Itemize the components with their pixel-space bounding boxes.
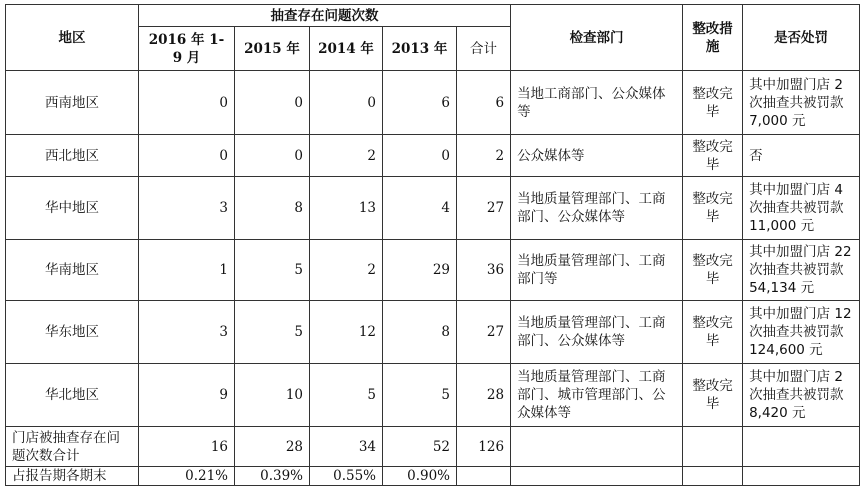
count-2013: 29 — [383, 240, 457, 301]
department-cell: 当地质量管理部门、工商部门、公众媒体等 — [511, 177, 683, 240]
rectification-cell: 整改完毕 — [683, 301, 743, 364]
count-2014: 2 — [310, 240, 383, 301]
header-region: 地区 — [6, 5, 139, 71]
summary-2014: 34 — [310, 427, 383, 467]
header-inspection-group: 抽查存在问题次数 — [139, 5, 511, 27]
header-2014: 2014 年 — [310, 27, 383, 71]
header-2016: 2016 年 1-9 月 — [139, 27, 235, 71]
department-cell: 公众媒体等 — [511, 135, 683, 177]
penalty-cell: 其中加盟门店 22 次抽查共被罚款 54,134 元 — [743, 240, 860, 301]
count-total: 27 — [457, 301, 511, 364]
rectification-cell: 整改完毕 — [683, 364, 743, 427]
department-cell: 当地质量管理部门、工商部门、公众媒体等 — [511, 301, 683, 364]
ratio-2015: 0.39% — [235, 467, 310, 486]
summary-penalty-empty — [743, 427, 860, 467]
summary-2015: 28 — [235, 427, 310, 467]
count-2015: 5 — [235, 301, 310, 364]
summary-department-empty — [511, 427, 683, 467]
count-2013: 4 — [383, 177, 457, 240]
department-cell: 当地质量管理部门、工商部门等 — [511, 240, 683, 301]
count-total: 6 — [457, 71, 511, 135]
table-row — [6, 71, 860, 135]
count-2014: 13 — [310, 177, 383, 240]
penalty-cell: 其中加盟门店 2 次抽查共被罚款 8,420 元 — [743, 364, 860, 427]
count-total: 28 — [457, 364, 511, 427]
penalty-cell: 否 — [743, 135, 860, 177]
rectification-cell: 整改完毕 — [683, 240, 743, 301]
table-row — [6, 177, 860, 240]
summary-2013: 52 — [383, 427, 457, 467]
count-2016: 0 — [139, 71, 235, 135]
count-2015: 5 — [235, 240, 310, 301]
count-2016: 3 — [139, 301, 235, 364]
table-row — [6, 240, 860, 301]
region-cell: 华东地区 — [6, 301, 139, 364]
summary-label: 门店被抽查存在问题次数合计 — [6, 427, 139, 467]
count-2013: 0 — [383, 135, 457, 177]
ratio-row — [6, 467, 860, 486]
inspection-table — [5, 4, 860, 486]
count-2016: 1 — [139, 240, 235, 301]
header-row-1 — [6, 5, 860, 27]
ratio-2016: 0.21% — [139, 467, 235, 486]
summary-2016: 16 — [139, 427, 235, 467]
rectification-cell: 整改完毕 — [683, 135, 743, 177]
header-department: 检查部门 — [511, 5, 683, 71]
region-cell: 西南地区 — [6, 71, 139, 135]
ratio-2013: 0.90% — [383, 467, 457, 486]
department-cell: 当地质量管理部门、工商部门、城市管理部门、公众媒体等 — [511, 364, 683, 427]
count-2014: 0 — [310, 71, 383, 135]
count-2014: 12 — [310, 301, 383, 364]
header-2013: 2013 年 — [383, 27, 457, 71]
header-total: 合计 — [457, 27, 511, 71]
summary-row — [6, 427, 860, 467]
count-2016: 3 — [139, 177, 235, 240]
table-row — [6, 301, 860, 364]
summary-rectification-empty — [683, 427, 743, 467]
ratio-rectification-empty — [683, 467, 743, 486]
ratio-label: 占报告期各期末 — [6, 467, 139, 486]
count-2016: 9 — [139, 364, 235, 427]
ratio-2014: 0.55% — [310, 467, 383, 486]
header-2015: 2015 年 — [235, 27, 310, 71]
count-2013: 6 — [383, 71, 457, 135]
rectification-cell: 整改完毕 — [683, 71, 743, 135]
table-row — [6, 364, 860, 427]
region-cell: 西北地区 — [6, 135, 139, 177]
count-2013: 8 — [383, 301, 457, 364]
count-total: 2 — [457, 135, 511, 177]
header-rectification: 整改措施 — [683, 5, 743, 71]
count-2014: 2 — [310, 135, 383, 177]
count-total: 36 — [457, 240, 511, 301]
region-cell: 华南地区 — [6, 240, 139, 301]
count-2014: 5 — [310, 364, 383, 427]
ratio-total-empty — [457, 467, 511, 486]
count-2015: 10 — [235, 364, 310, 427]
region-cell: 华北地区 — [6, 364, 139, 427]
ratio-penalty-empty — [743, 467, 860, 486]
count-2013: 5 — [383, 364, 457, 427]
penalty-cell: 其中加盟门店 2 次抽查共被罚款 7,000 元 — [743, 71, 860, 135]
ratio-department-empty — [511, 467, 683, 486]
penalty-cell: 其中加盟门店 4 次抽查共被罚款 11,000 元 — [743, 177, 860, 240]
rectification-cell: 整改完毕 — [683, 177, 743, 240]
penalty-cell: 其中加盟门店 12 次抽查共被罚款 124,600 元 — [743, 301, 860, 364]
count-total: 27 — [457, 177, 511, 240]
department-cell: 当地工商部门、公众媒体等 — [511, 71, 683, 135]
count-2015: 0 — [235, 135, 310, 177]
summary-total: 126 — [457, 427, 511, 467]
count-2016: 0 — [139, 135, 235, 177]
region-cell: 华中地区 — [6, 177, 139, 240]
table-row — [6, 135, 860, 177]
header-penalty: 是否处罚 — [743, 5, 860, 71]
count-2015: 0 — [235, 71, 310, 135]
count-2015: 8 — [235, 177, 310, 240]
